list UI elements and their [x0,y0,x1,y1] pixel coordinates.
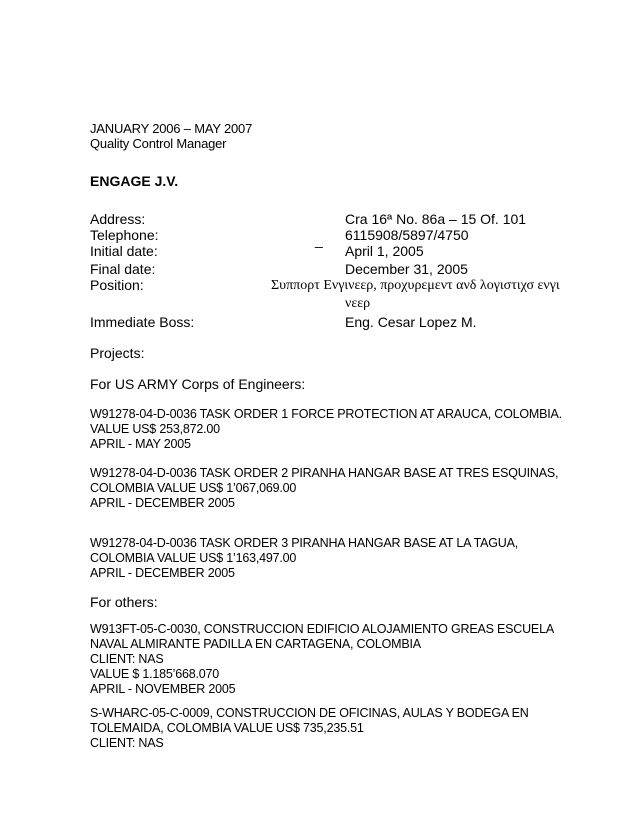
others-heading: For others: [90,594,158,610]
address-value: Cra 16ª No. 86a – 15 Of. 101 [345,211,527,227]
address-label: Address: [90,211,146,227]
other-project-2 [90,706,610,751]
project-line: VALUE US$ 253,872.00 [90,422,220,436]
boss-value: Eng. Cesar Lopez M. [345,314,477,330]
telephone-value: 6115908/5897/4750 [345,227,469,243]
project-line: W913FT-05-C-0030, CONSTRUCCION EDIFICIO ALOJAMIENTO GREAS ESCUELA [90,622,554,636]
project-line: CLIENT: NAS [90,736,164,750]
final-date-label: Final date: [90,261,156,277]
position-value-line1: Συππορτ Ενγινεερ, προχυρεμεντ ανδ λογιστιχσ ενγι [271,278,560,293]
project-line: S-WHARC-05-C-0009, CONSTRUCCION DE OFICINAS, AULAS Y BODEGA EN [90,706,529,720]
other-project-1 [90,622,610,697]
stray-dash: _ [315,232,323,248]
position-label: Position: [90,277,144,293]
project-line: W91278-04-D-0036 TASK ORDER 2 PIRANHA HANGAR BASE AT TRES ESQUINAS, [90,466,559,480]
position-value-line2: νεερ [345,296,371,311]
us-army-project-2 [90,466,610,511]
boss-label: Immediate Boss: [90,314,195,330]
project-line: VALUE $ 1.185’668.070 [90,667,220,681]
project-line: APRIL - NOVEMBER 2005 [90,682,236,696]
project-line: APRIL - MAY 2005 [90,437,191,451]
project-line: APRIL - DECEMBER 2005 [90,566,235,580]
project-line: APRIL - DECEMBER 2005 [90,496,235,510]
projects-heading: Projects: [90,345,145,361]
employment-period: JANUARY 2006 – MAY 2007 [90,121,253,136]
us-army-project-1 [90,407,610,452]
initial-date-value: April 1, 2005 [345,243,424,259]
telephone-label: Telephone: [90,227,159,243]
project-line: TOLEMAIDA, COLOMBIA VALUE US$ 735,235.51 [90,721,364,735]
us-army-project-3 [90,536,610,581]
project-line: NAVAL ALMIRANTE PADILLA EN CARTAGENA, COLOMBIA [90,637,421,651]
company-name: ENGAGE J.V. [90,173,179,189]
project-line: COLOMBIA VALUE US$ 1’067,069.00 [90,481,297,495]
initial-date-label: Initial date: [90,243,158,259]
us-army-heading: For US ARMY Corps of Engineers: [90,376,306,392]
job-role: Quality Control Manager [90,136,227,151]
project-line: W91278-04-D-0036 TASK ORDER 1 FORCE PROTECTION AT ARAUCA, COLOMBIA. [90,407,562,421]
project-line: COLOMBIA VALUE US$ 1’163,497.00 [90,551,297,565]
project-line: CLIENT: NAS [90,652,164,666]
final-date-value: December 31, 2005 [345,261,468,277]
project-line: W91278-04-D-0036 TASK ORDER 3 PIRANHA HANGAR BASE AT LA TAGUA, [90,536,519,550]
